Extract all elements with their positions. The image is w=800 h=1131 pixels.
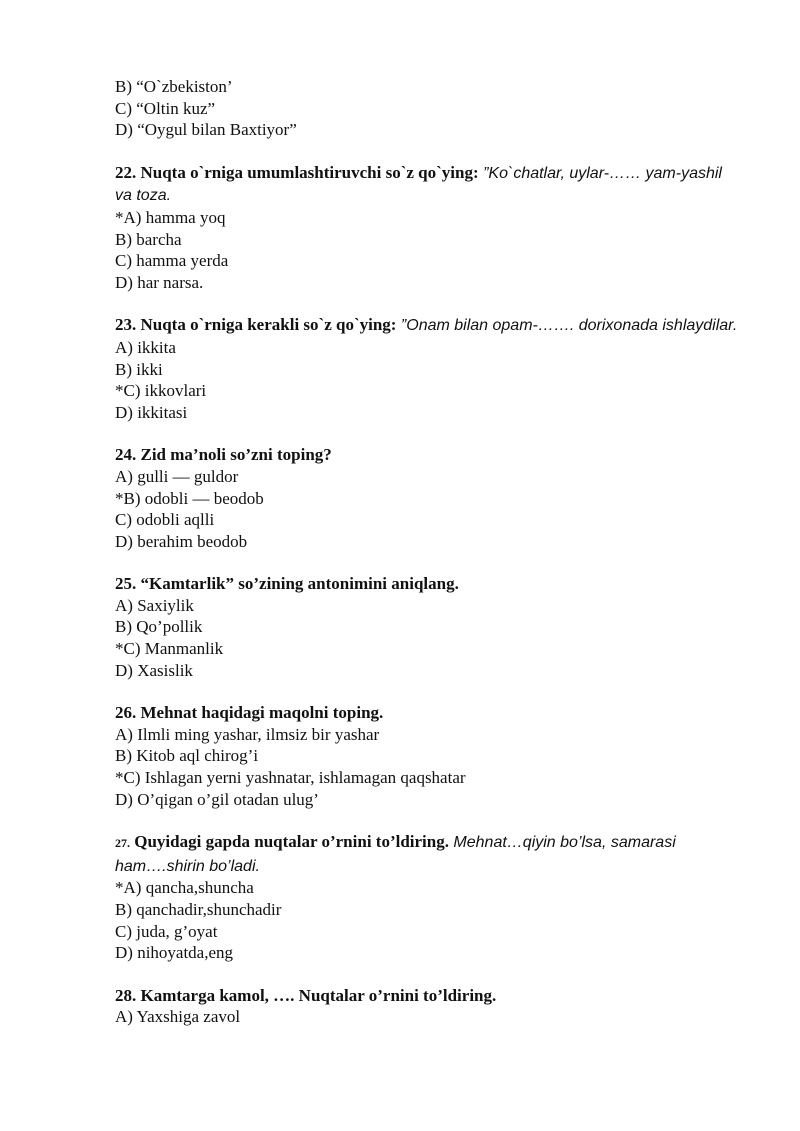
option-line: A) Saxiylik <box>115 595 194 615</box>
question-number: 28. <box>115 985 137 1005</box>
question-example: ”Onam bilan opam-……. dorixonada ishlaydilar. <box>396 317 738 335</box>
question-stem: Nuqta o`rniga umumlashtiruvchi so`z qo`ying: <box>136 162 479 182</box>
option-line: B) Kitob aql chirog’i <box>115 746 259 766</box>
question-23 <box>115 314 745 423</box>
question-title <box>115 985 740 1007</box>
question-title <box>115 831 740 877</box>
option-line: D) O’qigan o’gil otadan ulug’ <box>115 789 319 809</box>
question-stem: Mehnat haqidagi maqolni toping. <box>140 703 384 723</box>
question-number: 24. <box>115 445 137 465</box>
option-line: D) Xasislik <box>115 660 193 680</box>
option-line: D) berahim beodob <box>115 531 248 551</box>
option-line: *B) odobli — beodob <box>115 488 264 508</box>
question-title <box>115 162 740 207</box>
option-line: D) “Oygul bilan Baxtiyor” <box>115 120 297 140</box>
question-stem: “Kamtarlik” so’zining antonimini aniqlang. <box>140 574 459 594</box>
option-line: A) Yaxshiga zavol <box>115 1007 241 1027</box>
option-line: A) gulli — guldor <box>115 466 239 486</box>
question-24 <box>115 444 745 552</box>
option-line: *A) hamma yoq <box>115 207 226 227</box>
question-stem: Quyidagi gapda nuqtalar o’rnini to’ldiring. <box>134 832 449 852</box>
option-line: C) “Oltin kuz” <box>115 98 216 118</box>
question-number: 27. <box>115 836 130 851</box>
question-stem: Nuqta o`rniga kerakli so`z qo`ying: <box>140 315 397 335</box>
option-line: D) ikkitasi <box>115 402 188 422</box>
option-line: *C) ikkovlari <box>115 381 207 401</box>
continuation-options <box>115 76 745 141</box>
option-line: D) nihoyatda,eng <box>115 943 234 963</box>
option-line: B) “O`zbekiston’ <box>115 77 233 96</box>
test-page <box>115 76 745 1028</box>
option-line: C) hamma yerda <box>115 251 229 271</box>
question-25 <box>115 573 745 681</box>
option-line: A) Ilmli ming yashar, ilmsiz bir yashar <box>115 724 380 744</box>
question-22 <box>115 162 745 294</box>
option-line: *C) Ishlagan yerni yashnatar, ishlamagan qaqshatar <box>115 768 466 788</box>
question-27 <box>115 831 745 964</box>
question-title <box>115 573 740 595</box>
question-number: 23. <box>115 315 137 335</box>
option-line: *A) qancha,shuncha <box>115 878 254 898</box>
question-stem: Zid ma’noli so’zni toping? <box>136 445 332 465</box>
question-26 <box>115 702 745 810</box>
option-line: C) juda, g’oyat <box>115 921 218 941</box>
option-line: B) Qo’pollik <box>115 617 203 637</box>
option-line: D) har narsa. <box>115 272 204 292</box>
option-line: B) ikki <box>115 359 163 379</box>
question-number: 26. <box>115 703 137 723</box>
option-line: B) barcha <box>115 229 182 249</box>
question-title <box>115 702 740 724</box>
question-example: ”Ko`chatlar, uylar-…… yam-yashil va toza. <box>115 164 722 205</box>
question-number: 22. <box>115 162 137 182</box>
question-number: 25. <box>115 574 137 594</box>
option-line: C) odobli aqlli <box>115 510 215 530</box>
question-28 <box>115 985 745 1028</box>
question-example: Mehnat…qiyin bo’lsa, samarasi ham….shirin bo’ladi. <box>115 834 676 875</box>
question-title <box>115 314 740 337</box>
option-line: B) qanchadir,shunchadir <box>115 900 282 919</box>
question-stem: Kamtarga kamol, …. Nuqtalar o’rnini to’ldiring. <box>140 985 497 1005</box>
question-title <box>115 444 740 466</box>
option-line: A) ikkita <box>115 337 176 357</box>
option-line: *C) Manmanlik <box>115 639 224 659</box>
